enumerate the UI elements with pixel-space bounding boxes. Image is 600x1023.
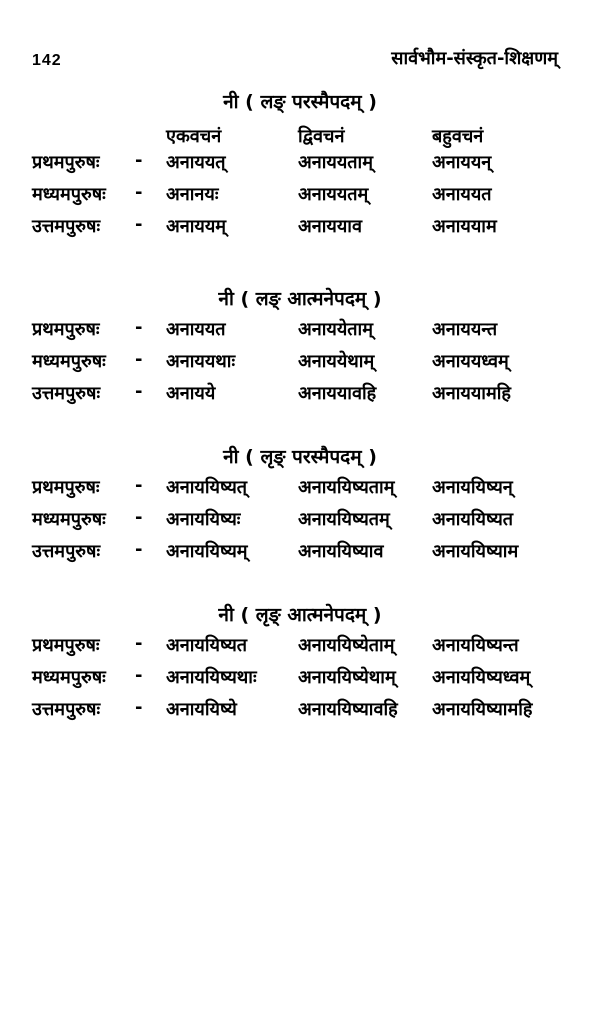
form-plural: अनाययिष्यध्वम्	[432, 667, 531, 688]
conjugation-row-second-person	[0, 665, 600, 695]
form-plural: अनाययध्वम्	[432, 351, 509, 372]
conjugation-row-third-person	[0, 317, 600, 347]
form-dual: अनाययावहि	[298, 383, 377, 404]
person-label: उत्तमपुरुषः	[32, 216, 101, 237]
person-label: उत्तमपुरुषः	[32, 699, 101, 720]
form-dual: अनाययिष्यतम्	[298, 509, 390, 530]
person-label: प्रथमपुरुषः	[32, 152, 100, 173]
separator-dash: -	[135, 150, 143, 171]
separator-dash: -	[135, 697, 143, 718]
form-singular: अनाययिष्यः	[166, 509, 241, 530]
form-plural: अनाययिष्यन्	[432, 477, 513, 498]
form-singular: अनाययत	[166, 319, 226, 340]
form-dual: अनाययतम्	[298, 184, 369, 205]
conjugation-row-first-person	[0, 697, 600, 727]
header-dual: द्विवचनं	[298, 126, 345, 147]
person-label: मध्यमपुरुषः	[32, 351, 106, 372]
form-plural: अनाययामहि	[432, 383, 511, 404]
conjugation-row-second-person	[0, 507, 600, 537]
form-plural: अनाययिष्याम	[432, 541, 519, 562]
separator-dash: -	[135, 665, 143, 686]
person-label: प्रथमपुरुषः	[32, 635, 100, 656]
form-singular: अनाययिष्यथाः	[166, 667, 257, 688]
section-title: नी ( लङ् परस्मैपदम् )	[223, 91, 377, 113]
conjugation-row-third-person	[0, 633, 600, 663]
separator-dash: -	[135, 381, 143, 402]
form-dual: अनाययिष्यताम्	[298, 477, 395, 498]
conjugation-row-third-person	[0, 475, 600, 505]
person-label: उत्तमपुरुषः	[32, 383, 101, 404]
form-plural: अनाययाम	[432, 216, 497, 237]
separator-dash: -	[135, 633, 143, 654]
form-singular: अनाययिष्यत	[166, 635, 248, 656]
form-singular: अनाययथाः	[166, 351, 236, 372]
section-title: नी ( लृङ् परस्मैपदम् )	[223, 446, 377, 468]
conjugation-row-first-person	[0, 214, 600, 244]
conjugation-row-first-person	[0, 381, 600, 411]
running-title: सार्वभौम-संस्कृत-शिक्षणम्	[391, 48, 558, 69]
separator-dash: -	[135, 349, 143, 370]
header-plural: बहुवचनं	[432, 126, 484, 147]
header-singular: एकवचनं	[166, 126, 222, 147]
person-label: प्रथमपुरुषः	[32, 319, 100, 340]
person-label: प्रथमपुरुषः	[32, 477, 100, 498]
conjugation-row-third-person	[0, 150, 600, 180]
form-dual: अनाययिष्याव	[298, 541, 384, 562]
separator-dash: -	[135, 507, 143, 528]
person-label: मध्यमपुरुषः	[32, 667, 106, 688]
form-singular: अनाययम्	[166, 216, 227, 237]
form-dual: अनाययेताम्	[298, 319, 373, 340]
form-singular: अनाययिष्यत्	[166, 477, 248, 498]
separator-dash: -	[135, 475, 143, 496]
section-title: नी ( लृङ् आत्मनेपदम् )	[218, 604, 382, 626]
form-dual: अनाययताम्	[298, 152, 373, 173]
form-singular: अनाययिष्ये	[166, 699, 237, 720]
form-singular: अनाययत्	[166, 152, 226, 173]
form-plural: अनाययिष्यन्त	[432, 635, 519, 656]
separator-dash: -	[135, 317, 143, 338]
form-dual: अनाययेथाम्	[298, 351, 375, 372]
form-dual: अनाययिष्येताम्	[298, 635, 395, 656]
person-label: मध्यमपुरुषः	[32, 184, 106, 205]
conjugation-row-second-person	[0, 182, 600, 212]
separator-dash: -	[135, 214, 143, 235]
form-plural: अनाययत	[432, 184, 492, 205]
form-plural: अनाययिष्यामहि	[432, 699, 533, 720]
form-singular: अनानयः	[166, 184, 219, 205]
conjugation-row-second-person	[0, 349, 600, 379]
section-title: नी ( लङ् आत्मनेपदम् )	[218, 288, 382, 310]
form-singular: अनायये	[166, 383, 216, 404]
separator-dash: -	[135, 182, 143, 203]
form-dual: अनाययिष्यावहि	[298, 699, 398, 720]
form-dual: अनाययिष्येथाम्	[298, 667, 396, 688]
person-label: उत्तमपुरुषः	[32, 541, 101, 562]
separator-dash: -	[135, 539, 143, 560]
form-plural: अनाययन्त	[432, 319, 498, 340]
person-label: मध्यमपुरुषः	[32, 509, 106, 530]
form-plural: अनाययिष्यत	[432, 509, 514, 530]
conjugation-row-first-person	[0, 539, 600, 569]
page-number: 142	[32, 52, 62, 69]
form-dual: अनाययाव	[298, 216, 362, 237]
page-header	[30, 46, 558, 76]
form-plural: अनाययन्	[432, 152, 492, 173]
form-singular: अनाययिष्यम्	[166, 541, 248, 562]
